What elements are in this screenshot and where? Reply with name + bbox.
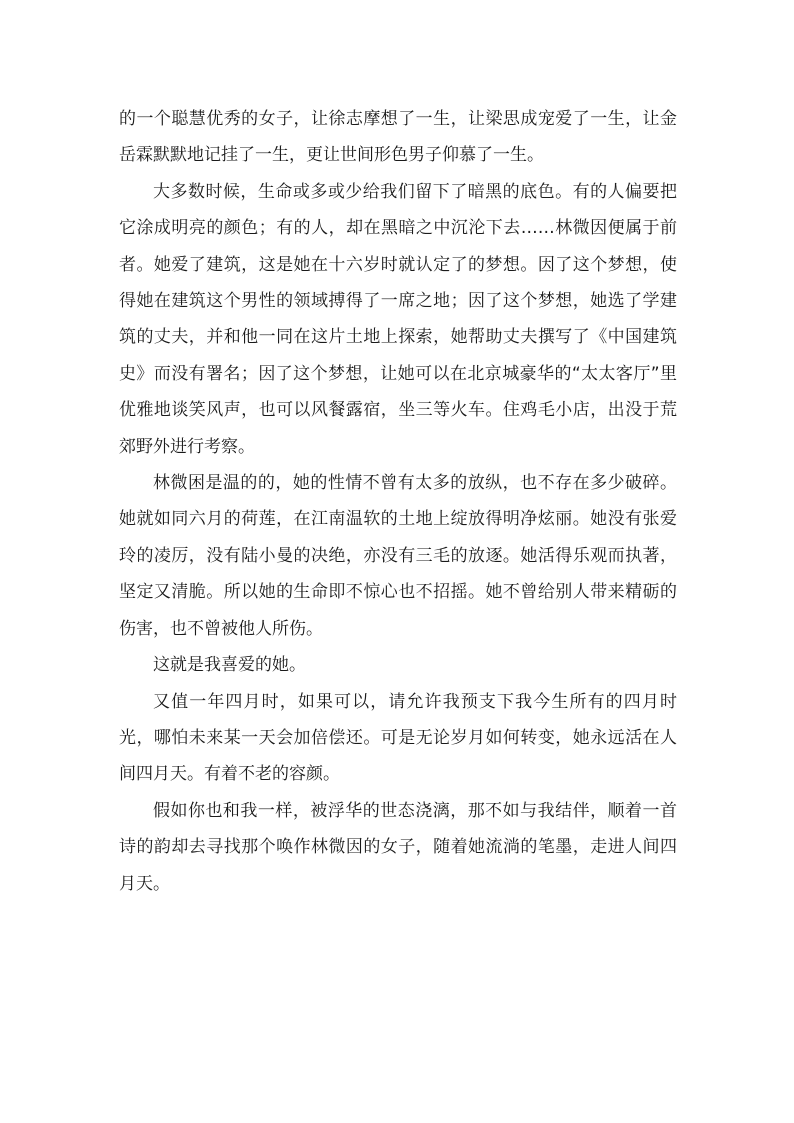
- paragraph-6: 假如你也和我一样，被浮华的世态浇漓，那不如与我结伴，顺着一首诗的韵却去寻找那个唤作林微因的女子，随着她流淌的笔墨，走进人间四月天。: [119, 800, 677, 894]
- document-body: [119, 101, 677, 902]
- paragraph-3: 林微困是温的的，她的性情不曾有太多的放纵，也不存在多少破碎。她就如同六月的荷莲，在江南温软的土地上绽放得明净炫丽。她没有张爱玲的凌厉，没有陆小曼的决绝，亦没有三毛的放逐。她活得乐观而执著，坚定又清脆。所以她的生命即不惊心也不招摇。她不曾给别人带来精砺的伤害，也不曾被他人所伤。: [119, 473, 677, 639]
- paragraph-1: 的一个聪慧优秀的女子，让徐志摩想了一生，让梁思成宠爱了一生，让金岳霖默默地记挂了一生，更让世间形色男子仰慕了一生。: [119, 109, 677, 166]
- paragraph-4: 这就是我喜爱的她。: [153, 655, 306, 676]
- paragraph-2: 大多数时候，生命或多或少给我们留下了暗黑的底色。有的人偏要把它涂成明亮的颜色；有的人，却在黑暗之中沉沦下去……林微因便属于前者。她爱了建筑，这是她在十六岁时就认定了的梦想。因了这个梦想，使得她在建筑这个男性的领域搏得了一席之地；因了这个梦想，她选了学建筑的丈夫，并和他一同在这片土地上探索，她帮助丈夫撰写了《中国建筑史》而没有署名；因了这个梦想，让她可以在北京城豪华的“太太客厅”里优雅地谈笑风声，也可以风餐露宿，坐三等火车。住鸡毛小店，出没于荒郊野外进行考察。: [119, 181, 677, 457]
- paragraph-5: 又值一年四月时，如果可以，请允许我预支下我今生所有的四月时光，哪怕未来某一天会加倍偿还。可是无论岁月如何转变，她永远活在人间四月天。有着不老的容颜。: [119, 691, 677, 785]
